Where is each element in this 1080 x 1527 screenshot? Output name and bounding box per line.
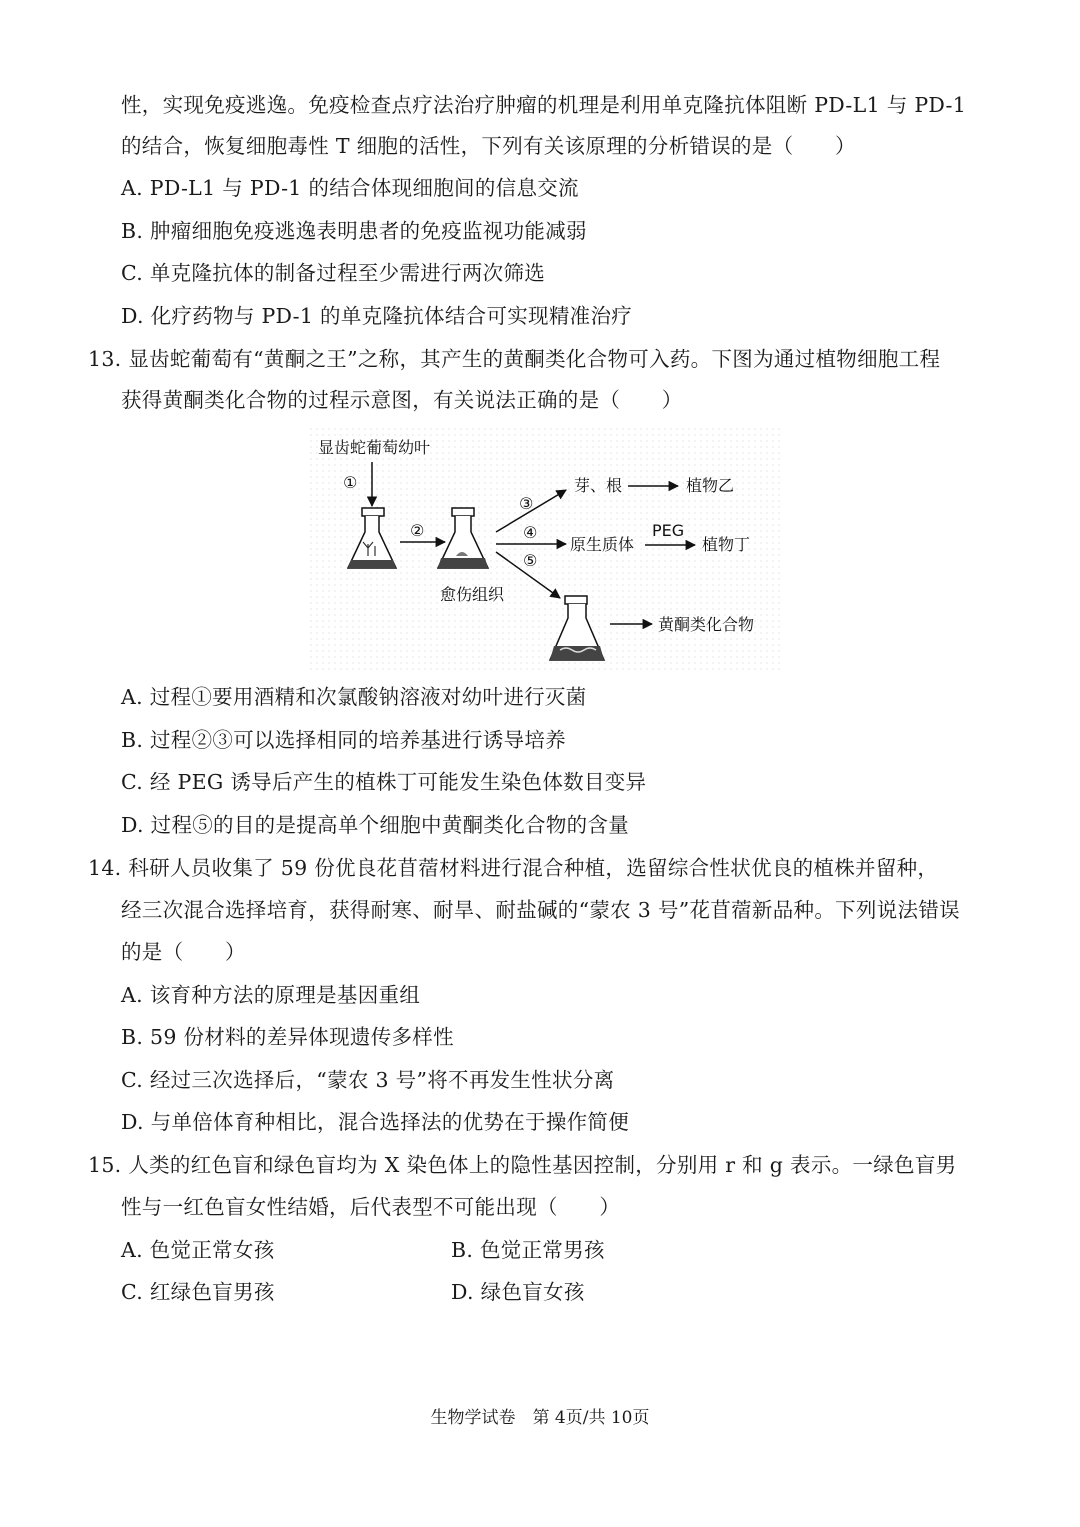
q14-option-c: C. 经过三次选择后，“蒙农 3 号”将不再发生性状分离 [121, 1068, 615, 1092]
step3-label: ③ [519, 494, 534, 513]
q13-option-d: D. 过程⑤的目的是提高单个细胞中黄酮类化合物的含量 [121, 813, 630, 837]
q15-option-c: C. 红绿色盲男孩 [121, 1280, 275, 1304]
step5-label: ⑤ [523, 551, 538, 570]
page-footer: 生物学试卷 第 4页/共 10页 [430, 1408, 650, 1428]
q14-stem-line-2: 经三次混合选择培育，获得耐寒、耐旱、耐盐碱的“蒙农 3 号”花苜蓿新品种。下列说法错误 [121, 898, 960, 922]
q15-stem-line-1: 15. 人类的红色盲和绿色盲均为 X 染色体上的隐性基因控制，分别用 r 和 g 表示。一绿色盲男 [88, 1153, 957, 1177]
peg-label: PEG [652, 521, 685, 540]
intro-text-line-1: 性，实现免疫逃逸。免疫检查点疗法治疗肿瘤的机理是利用单克隆抗体阻断 PD-L1 与 PD-1 [121, 93, 967, 117]
bud-root-label: 芽、根 [574, 476, 623, 495]
intro-option-a: A. PD-L1 与 PD-1 的结合体现细胞间的信息交流 [121, 176, 579, 200]
q15-option-d: D. 绿色盲女孩 [451, 1280, 585, 1304]
callus-label: 愈伤组织 [440, 585, 505, 604]
q14-stem-line-1: 14. 科研人员收集了 59 份优良花苜蓿材料进行混合种植，选留综合性状优良的植株并留种， [88, 856, 939, 880]
plant-cell-engineering-diagram [310, 428, 780, 670]
q13-option-b: B. 过程②③可以选择相同的培养基进行诱导培养 [121, 728, 566, 752]
q14-option-b: B. 59 份材料的差异体现遗传多样性 [121, 1025, 454, 1049]
plant-b-label: 植物乙 [686, 476, 735, 495]
q14-option-a: A. 该育种方法的原理是基因重组 [121, 983, 421, 1007]
step2-label: ② [410, 521, 425, 540]
intro-option-b: B. 肿瘤细胞免疫逃逸表明患者的免疫监视功能减弱 [121, 219, 587, 243]
flavonoid-label: 黄酮类化合物 [658, 615, 755, 634]
q13-stem-line-1: 13. 显齿蛇葡萄有“黄酮之王”之称，其产生的黄酮类化合物可入药。下图为通过植物细胞工程 [88, 347, 941, 371]
q15-option-b: B. 色觉正常男孩 [451, 1238, 605, 1262]
protoplast-label: 原生质体 [570, 535, 635, 554]
q14-option-d: D. 与单倍体育种相比，混合选择法的优势在于操作简便 [121, 1110, 630, 1134]
intro-option-d: D. 化疗药物与 PD-1 的单克隆抗体结合可实现精准治疗 [121, 304, 633, 328]
step1-label: ① [343, 473, 358, 492]
young-leaf-label: 显齿蛇葡萄幼叶 [318, 438, 431, 457]
q13-option-c: C. 经 PEG 诱导后产生的植株丁可能发生染色体数目变异 [121, 770, 647, 794]
q13-option-a: A. 过程①要用酒精和次氯酸钠溶液对幼叶进行灭菌 [121, 685, 587, 709]
intro-text-line-2: 的结合，恢复细胞毒性 T 细胞的活性，下列有关该原理的分析错误的是（ ） [121, 134, 856, 158]
q15-stem-line-2: 性与一红色盲女性结婚，后代表型不可能出现（ ） [121, 1195, 621, 1219]
intro-option-c: C. 单克隆抗体的制备过程至少需进行两次筛选 [121, 261, 546, 285]
step4-label: ④ [523, 523, 538, 542]
q13-stem-line-2: 获得黄酮类化合物的过程示意图，有关说法正确的是（ ） [121, 388, 683, 412]
q15-option-a: A. 色觉正常女孩 [121, 1238, 275, 1262]
q14-stem-line-3: 的是（ ） [121, 940, 246, 964]
plant-d-label: 植物丁 [702, 535, 751, 554]
